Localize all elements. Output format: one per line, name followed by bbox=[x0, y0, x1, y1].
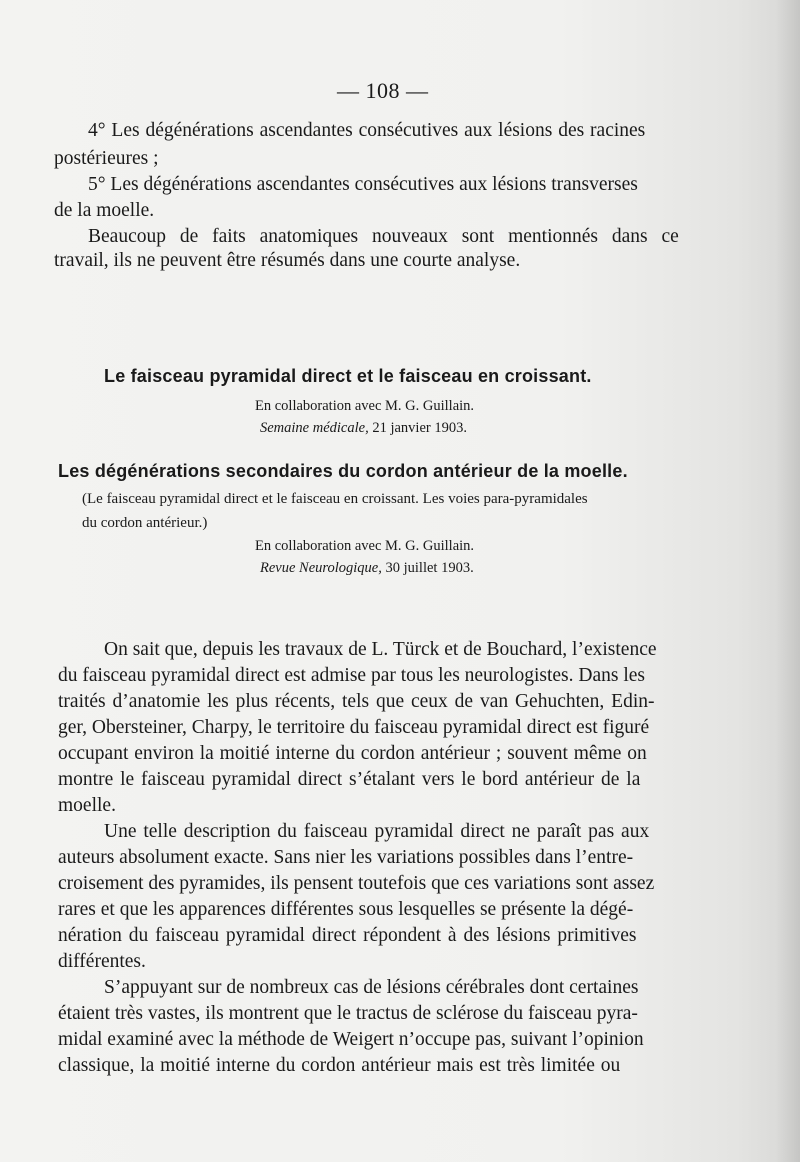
section1-citation bbox=[260, 418, 467, 438]
body-line-1: On sait que, depuis les travaux de L. Türck et de Bouchard, l’existence bbox=[104, 639, 657, 660]
section2-subtitle-line-2: du cordon antérieur.) bbox=[82, 515, 208, 531]
page-number: — 108 — bbox=[337, 78, 429, 103]
intro-line-3: 5° Les dégénérations ascendantes consécutives aux lésions transverses bbox=[88, 174, 638, 195]
body-line-17: classique, la moitié interne du cordon antérieur mais est très limitée ou bbox=[58, 1055, 621, 1076]
section1-date: 21 janvier 1903. bbox=[372, 420, 467, 436]
body-line-16: midal examiné avec la méthode de Weigert n’occupe pas, suivant l’opinion bbox=[58, 1029, 644, 1050]
section2-citation bbox=[260, 558, 474, 578]
body-line-13: différentes. bbox=[58, 951, 146, 972]
body-line-11: rares et que les apparences différentes sous lesquelles se présente la dégé- bbox=[58, 899, 634, 920]
intro-line-4: de la moelle. bbox=[54, 200, 155, 221]
body-line-8: Une telle description du faisceau pyramidal direct ne paraît pas aux bbox=[104, 821, 650, 842]
body-line-14: S’appuyant sur de nombreux cas de lésions cérébrales dont certaines bbox=[104, 977, 639, 998]
intro-line-1: 4° Les dégénérations ascendantes consécutives aux lésions des racines bbox=[88, 120, 646, 141]
body-line-12: nération du faisceau pyramidal direct répondent à des lésions primitives bbox=[58, 925, 637, 946]
body-line-5: occupant environ la moitié interne du cordon antérieur ; souvent même on bbox=[58, 743, 647, 764]
body-line-9: auteurs absolument exacte. Sans nier les variations possibles dans l’entre- bbox=[58, 847, 634, 868]
intro-line-2: postérieures ; bbox=[54, 148, 159, 169]
body-line-6: montre le faisceau pyramidal direct s’étalant vers le bord antérieur de la bbox=[58, 769, 641, 790]
body-line-7: moelle. bbox=[58, 795, 116, 816]
section2-collaboration: En collaboration avec M. G. Guillain. bbox=[255, 538, 475, 554]
section2-date: 30 juillet 1903. bbox=[385, 560, 474, 576]
section2-subtitle-line-1: (Le faisceau pyramidal direct et le faisceau en croissant. Les voies para-pyramidales bbox=[82, 491, 588, 507]
body-line-10: croisement des pyramides, ils pensent toutefois que ces variations sont assez bbox=[58, 873, 655, 894]
page-edge-shadow bbox=[776, 0, 800, 1162]
body-line-4: ger, Obersteiner, Charpy, le territoire du faisceau pyramidal direct est figuré bbox=[58, 717, 650, 738]
section1-collaboration: En collaboration avec M. G. Guillain. bbox=[255, 398, 475, 414]
section2-journal: Revue Neurologique, bbox=[260, 560, 382, 576]
intro-line-5: Beaucoup de faits anatomiques nouveaux sont mentionnés dans ce bbox=[88, 226, 679, 247]
body-line-15: étaient très vastes, ils montrent que le tractus de sclérose du faisceau pyra- bbox=[58, 1003, 638, 1024]
body-line-3: traités d’anatomie les plus récents, tels que ceux de van Gehuchten, Edin- bbox=[58, 691, 655, 712]
section2-title: Les dégénérations secondaires du cordon antérieur de la moelle. bbox=[58, 461, 628, 481]
section1-title: Le faisceau pyramidal direct et le faisceau en croissant. bbox=[104, 366, 592, 386]
body-line-2: du faisceau pyramidal direct est admise par tous les neurologistes. Dans les bbox=[58, 665, 645, 686]
section1-journal: Semaine médicale, bbox=[260, 420, 369, 436]
intro-line-6: travail, ils ne peuvent être résumés dans une courte analyse. bbox=[54, 250, 521, 271]
